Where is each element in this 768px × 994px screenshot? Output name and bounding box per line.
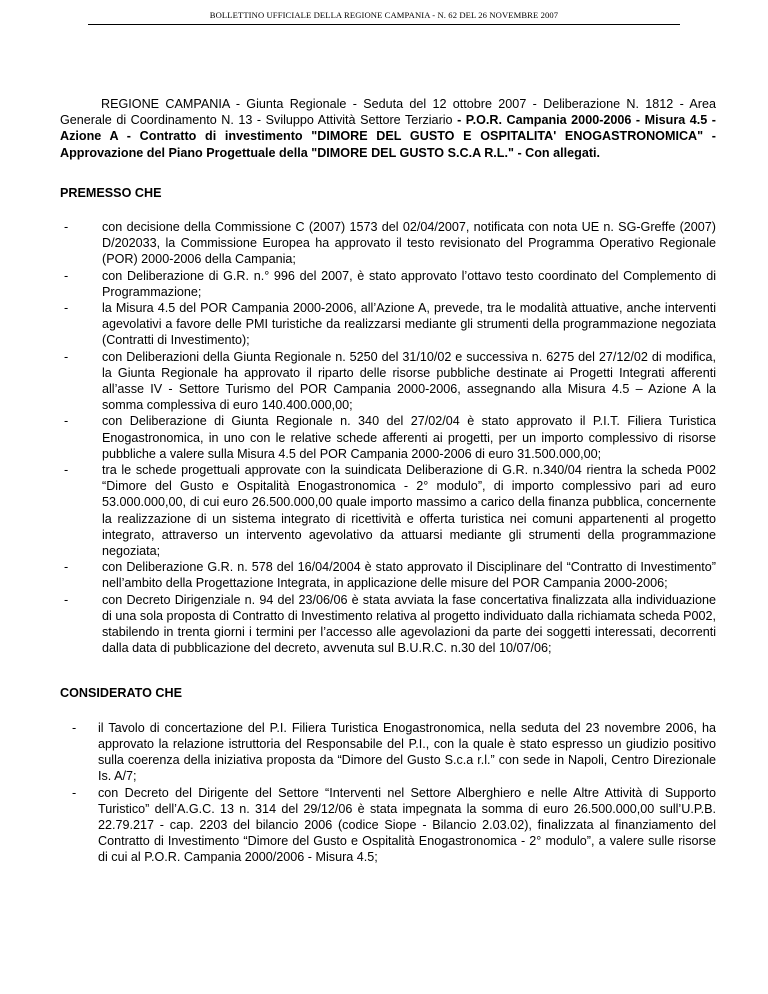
list-item: - la Misura 4.5 del POR Campania 2000-2006, all’Azione A, prevede, tra le modalità attuative, anche interventi agevolativi a favore delle PMI turistiche da realizzarsi mediante gli strumenti della programmazione negoziata (Contratti di Investimento); bbox=[64, 301, 716, 348]
title-bold: - P.O.R. Campania 2000-2006 - Misura 4.5 - Azione A - Contratto di investimento "DIMORE DEL GUSTO E OSPITALITA' ENOGASTRONOMICA" - Approvazione del Piano Progettuale della "DIMORE DEL GUSTO S.C.A R.L." - Con allegati. bbox=[60, 113, 716, 160]
page-header: BOLLETTINO UFFICIALE DELLA REGIONE CAMPANIA - N. 62 DEL 26 NOVEMBRE 2007 bbox=[209, 10, 559, 20]
list-item: - con Deliberazione G.R. n. 578 del 16/04/2004 è stato approvato il Disciplinare del “Contratto di Investimento” nell’ambito della Progettazione Integrata, in applicazione delle misure del POR Campania 2000-2006; bbox=[64, 560, 716, 591]
dash-bullet: - bbox=[64, 349, 69, 364]
premesso-heading: PREMESSO CHE bbox=[60, 185, 162, 200]
dash-bullet: - bbox=[64, 414, 69, 429]
list-item: - tra le schede progettuali approvate con la suindicata Deliberazione di G.R. n.340/04 rientra la scheda P002 “Dimore del Gusto e Ospitalità Enogastronomica - 2° modulo”, di importo complessivo pari ad euro 53.000.000,00, di cui euro 26.500.000,00 quale importo massimo a carico della finanza pubblica, concernente la realizzazione di un sistema integrato di ricettività e offerta turistica nei comuni appartenenti al progetto integrato, attraverso un intervento agevolativo da attuarsi mediante gli strumenti della programmazione negoziata; bbox=[64, 463, 716, 559]
deliberation-title bbox=[60, 96, 716, 161]
list-item: - con Deliberazioni della Giunta Regionale n. 5250 del 31/10/02 e successiva n. 6275 del 27/12/02 di modifica, la Giunta Regionale ha approvato il riparto delle risorse pubbliche destinate ai Progetti Integrati afferenti all’asse IV - Settore Turismo del POR Campania 2000-2006, assegnando alla Misura 4.5 – Azione A la somma complessiva di euro 140.400.000,00; bbox=[64, 349, 716, 413]
dash-bullet: - bbox=[64, 592, 69, 607]
list-item: - il Tavolo di concertazione del P.I. Filiera Turistica Enogastronomica, nella seduta del 23 novembre 2006, ha approvato la relazione istruttoria del Responsabile del P.I., con la quale è stato espresso un giudizio positivo sulla coerenza della iniziativa proposta da “Dimore del Gusto S.c.a r.l.” con sede in Napoli, Centro Direzionale Is. A/7; bbox=[72, 720, 716, 784]
dash-bullet: - bbox=[64, 560, 69, 575]
document-body bbox=[60, 96, 716, 866]
dash-bullet: - bbox=[64, 301, 69, 316]
premesso-list bbox=[60, 219, 716, 656]
header-rule bbox=[88, 24, 680, 25]
list-item: - con Decreto del Dirigente del Settore “Interventi nel Settore Alberghiero e nelle Altre Attività di Supporto Turistico” dell’A.G.C. 13 n. 314 del 29/12/06 è stata impegnata la somma di euro 26.500.000,00 sull’U.P.B. 22.79.217 - cap. 2203 del bilancio 2006 (codice Siope - Bilancio 2.03.02), finalizzata al finanziamento del Contratto di Investimento “Dimore del Gusto e Ospitalità Enogastronomica - 2° modulo”, a valere sulle risorse di cui al P.O.R. Campania 2000/2006 - Misura 4.5; bbox=[72, 785, 716, 865]
list-item: - con Decreto Dirigenziale n. 94 del 23/06/06 è stata avviata la fase concertativa finalizzata alla individuazione di una sola proposta di Contratto di Investimento relativa al progetto individuato dalla richiamata scheda P002, stabilendo in trenta giorni i termini per l’accesso alle agevolazioni da parte dei soggetti interessati, decorrenti dalla data di pubblicazione del decreto, avvenuta sul B.U.R.C. n.30 del 10/07/06; bbox=[64, 592, 716, 656]
list-item: - con Deliberazione di G.R. n.° 996 del 2007, è stato approvato l’ottavo testo coordinato del Complemento di Programmazione; bbox=[64, 268, 716, 299]
title-regular: REGIONE CAMPANIA - Giunta Regionale - Seduta del 12 ottobre 2007 - Deliberazione N. 1812 - Area Generale di Coordinamento N. 13 - Sviluppo Attività Settore Terziario bbox=[60, 97, 716, 128]
dash-bullet: - bbox=[64, 463, 69, 478]
dash-bullet: - bbox=[64, 220, 69, 235]
dash-bullet: - bbox=[72, 785, 77, 800]
list-item: - con Deliberazione di Giunta Regionale n. 340 del 27/02/04 è stato approvato il P.I.T. Filiera Turistica Enogastronomica, in uno con le relative schede afferenti ai progetti, per un importo complessivo di risorse pubbliche a valere sulla Misura 4.5 del POR Campania 2000-2006 di euro 31.500.000,00; bbox=[64, 414, 716, 461]
dash-bullet: - bbox=[72, 720, 77, 735]
considerato-heading: CONSIDERATO CHE bbox=[60, 685, 182, 700]
list-item: - con decisione della Commissione C (2007) 1573 del 02/04/2007, notificata con nota UE n. SG-Greffe (2007) D/202033, la Commissione Europea ha approvato il testo revisionato del Programma Operativo Regionale (POR) 2000-2006 della Campania; bbox=[64, 220, 716, 267]
dash-bullet: - bbox=[64, 268, 69, 283]
considerato-list bbox=[60, 720, 716, 866]
